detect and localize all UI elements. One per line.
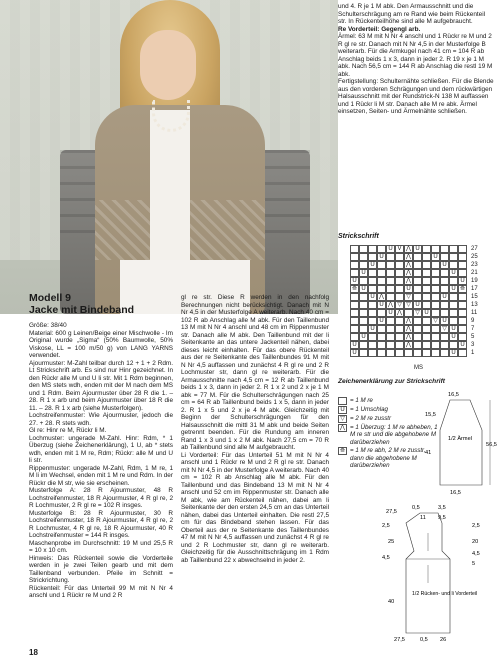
chart-cell: U (368, 261, 377, 269)
chart-cell: U (359, 269, 368, 277)
chart-cell (350, 333, 359, 341)
ms-label: MS (414, 365, 423, 371)
row-number: 1 (471, 350, 475, 356)
chart-cell (422, 349, 431, 357)
chart-cell (377, 349, 386, 357)
chart-cell (386, 341, 395, 349)
chart-cell (458, 325, 467, 333)
chart-cell (377, 269, 386, 277)
chart-cell (395, 341, 404, 349)
chart-cell (458, 245, 467, 253)
sleeve-top-label: 16,5 (448, 392, 459, 398)
svg-text:2,5: 2,5 (472, 523, 480, 529)
chart-cell (431, 325, 440, 333)
chart-cell (395, 285, 404, 293)
chart-cell (350, 317, 359, 325)
title-block (29, 292, 189, 316)
legend-item: U = 1 Umschlag (338, 406, 438, 414)
chart-cell: ⋀ (395, 309, 404, 317)
chart-cell (458, 261, 467, 269)
chart-cell (368, 269, 377, 277)
svg-text:5: 5 (472, 561, 476, 567)
chart-cell (440, 269, 449, 277)
chart-cell (413, 277, 422, 285)
chart-cell: ⋀ (377, 293, 386, 301)
chart-cell: U (458, 341, 467, 349)
chart-cell (359, 309, 368, 317)
chart-cell (458, 269, 467, 277)
chart-cell (431, 309, 440, 317)
chart-cell (359, 349, 368, 357)
strickschrift-title: Strickschrift (338, 233, 379, 240)
chart-cell (377, 341, 386, 349)
chart-cell (404, 309, 413, 317)
model-title: Jacke mit Bindeband (29, 304, 135, 316)
chart-cell: U (422, 309, 431, 317)
legend-item: = 1 M re (338, 397, 438, 405)
legend-item: ⋀ = 1 Überzug: 1 M re abheben, 1 M re str und die abgehobene M darüberziehen (338, 424, 438, 446)
svg-text:20: 20 (472, 539, 479, 545)
chart-cell (395, 261, 404, 269)
chart-cell (458, 253, 467, 261)
chart-cell: U (368, 293, 377, 301)
chart-cell: U (359, 333, 368, 341)
chart-cell: U (359, 285, 368, 293)
chart-cell (449, 277, 458, 285)
chart-cell (422, 341, 431, 349)
chart-cell (422, 245, 431, 253)
chart-cell (413, 253, 422, 261)
row-number: 27 (471, 246, 478, 252)
chart-cell (359, 341, 368, 349)
chart-cell: ⋀ (404, 253, 413, 261)
legend-title: Zeichenerklärung zur Strickschrift (338, 378, 445, 385)
chart-cell: ⋀ (404, 341, 413, 349)
chart-cell (431, 341, 440, 349)
chart-cell (422, 253, 431, 261)
chart-cell: U (440, 293, 449, 301)
chart-cell (350, 269, 359, 277)
chart-cell (440, 277, 449, 285)
chart-cell (431, 261, 440, 269)
chart-cell (440, 285, 449, 293)
chart-cell (413, 349, 422, 357)
chart-cell (440, 253, 449, 261)
chart-cell (377, 277, 386, 285)
chart-cell (422, 293, 431, 301)
chart-cell: ▽ (431, 317, 440, 325)
chart-cell (368, 349, 377, 357)
svg-text:40: 40 (388, 599, 395, 605)
chart-cell (386, 317, 395, 325)
row-number: 11 (471, 310, 478, 316)
svg-text:27,5: 27,5 (394, 637, 405, 643)
chart-cell (368, 309, 377, 317)
chart-cell (377, 261, 386, 269)
chart-cell: ⋀ (404, 245, 413, 253)
legend-item: ▽ = 2 M re zusstr (338, 415, 438, 423)
chart-cell (368, 245, 377, 253)
chart-cell: U (404, 285, 413, 293)
chart-cell (386, 277, 395, 285)
chart-cell (422, 269, 431, 277)
row-number: 21 (471, 270, 478, 276)
chart-cell (350, 253, 359, 261)
chart-cell: ⋀ (404, 325, 413, 333)
chart-cell (377, 309, 386, 317)
chart-cell (422, 261, 431, 269)
chart-cell: U (413, 301, 422, 309)
chart-cell (431, 333, 440, 341)
chart-cell (377, 245, 386, 253)
chart-cell (422, 325, 431, 333)
chart-cell (386, 333, 395, 341)
svg-text:4,5: 4,5 (382, 555, 390, 561)
chart-cell (431, 293, 440, 301)
chart-cell (413, 269, 422, 277)
sleeve-bottom-label: 16,5 (450, 490, 461, 496)
chart-cell: ▽ (440, 325, 449, 333)
chart-cell (386, 349, 395, 357)
chart-cell: U (431, 253, 440, 261)
chart-cell (431, 269, 440, 277)
chart-cell (422, 333, 431, 341)
body-schema (380, 503, 498, 645)
chart-cell (431, 349, 440, 357)
chart-cell (449, 301, 458, 309)
chart-cell (386, 269, 395, 277)
chart-cell (413, 341, 422, 349)
chart-cell: ⋀ (404, 277, 413, 285)
row-number: 25 (471, 254, 478, 260)
chart-cell: U (449, 285, 458, 293)
model-number: Modell 9 (29, 292, 72, 304)
chart-cell (422, 277, 431, 285)
svg-text:26: 26 (440, 637, 447, 643)
chart-cell (350, 293, 359, 301)
instructions-col-2: gl re str. Diese R werden in den nachfolg Berechnungen nicht berücksichtigt. Danach mit N Nr 4,5 in der Musterfolge A weiterarb. Nach 40 cm = 102 R ab Anschlag alle M abk. Für den Taillenbund 13 M mit N Nr 4 anschl und 48 cm im Rippenmuster str. Danach alle M abk. Den Taillenbund mit der li Seitenkante an das untere Jackenteil nähen, dabei dieses leicht einhalten. Für das obere Rückenteil aus der re Seitenkante des Taillenbundes 91 M mit N Nr 4,5 auffassen und zunächst 4 R gl re und 2 R Lochmuster str, dann gl re weiterarb. Für die Armausschnitte nach 4,5 cm = 12 R ab Taillenbund beids 1 x 3, dann in jeder 2. R 1 x 2 und 2 x je 1 M abk = 77 M. Für die Schulterschrägungen nach 25 cm = 64 R ab Taillenbund beids 1 x 5, dann in jeder 2. R 1 x 5 und 2 x je 4 M abk. Gleichzeitig mit Beginn der Schulterschrägungen für den Halsausschnitt die mittl 31 M abk und beide Seiten getrennt beenden. Für die Rundung am inneren Rand 1 x 3 und 1 x 2 M abk. Nach 27,5 cm = 70 R ab Taillenbund sind alle M aufgebraucht. Li Vorderteil: Für das Unterteil 51 M mit N Nr 4 anschl und 1 Rückr re M und 2 R gl re str. Danach mit N Nr 4,5 in der Musterfolge A weiterarb. Nach 40 cm = 102 R ab Anschlag alle M abk. Für den Taillenbund und das Bindeband 13 M mit N Nr 4 anschl und 52 cm im Rippenmuster str. Danach alle M abk, wie am Rückenteil nähen, dabei am li Seitenkante der den ersten 24,5 cm an das Unterteil nähen, dabei das Unterteil einhalten. Die restl 27,5 cm für das Bindeband stehen lassen. Für das Oberteil aus der re Seitenkante des Taillenbundes 47 M mit N Nr 4,5 auffassen und zunächst 4 R gl re und 2 R Lochmuster str, dann gl re weiterarb. Gleichzeitig für die Ausschnittschrägung im 1 Rdm ab Taillenbund 22 x abwechselnd in jeder 2. (181, 294, 329, 564)
svg-text:2,5: 2,5 (382, 523, 390, 529)
row-number: 3 (471, 342, 475, 348)
model-photo (0, 0, 338, 314)
chart-cell: ⋀ (386, 301, 395, 309)
chart-cell: U (377, 253, 386, 261)
chart-cell: U (368, 325, 377, 333)
chart-cell (368, 301, 377, 309)
chart-cell: U (386, 309, 395, 317)
chart-cell: U (458, 277, 467, 285)
chart-cell (359, 317, 368, 325)
chart-cell (449, 341, 458, 349)
row-number: 15 (471, 294, 478, 300)
chart-cell (386, 261, 395, 269)
chart-cell (413, 285, 422, 293)
chart-cell (359, 245, 368, 253)
chart-cell (458, 309, 467, 317)
row-number: 9 (471, 318, 475, 324)
chart-cell (377, 325, 386, 333)
chart-cell (395, 325, 404, 333)
chart-cell: ▽ (404, 301, 413, 309)
chart-cell: U (449, 349, 458, 357)
row-number: 7 (471, 326, 475, 332)
sleeve-schema (420, 390, 498, 500)
chart-cell: U (449, 333, 458, 341)
row-number: 19 (471, 278, 478, 284)
svg-text:25: 25 (388, 539, 395, 545)
chart-cell: ⟰ (459, 286, 466, 292)
right-top-text: und 4. R je 1 M abk. Den Armausschnitt und die Schulterschrägung am re Rand wie beim Rückenteil str. In Rückenteilhöhe sind alle M aufgebraucht. Re Vorderteil: Gegengl arb. Ärmel: 63 M mit N Nr 4 anschl und 1 Rückr re M und 2 R gl re str. Danach mit N Nr 4,5 in der Musterfolge B weiterarb. Für die Armkugel nach 41 cm = 104 R ab Anschlag beids 1 x 3, dann in jeder 2. R 19 x je 1 M abk. Nach 56,5 cm = 144 R ab Anschlag die restl 19 M abk. Fertigstellung: Schulternähte schließen. Für die Blende aus den vorderen Schrägungen und dem rückwärtigen Halsausschnitt mit der Rundstrick-N 138 M auffassen und 1 Rückr li M str. Danach alle M re abk. Ärmel einsetzen, Seiten- und Ärmelnähte schließen. (338, 3, 494, 115)
chart-cell (368, 277, 377, 285)
chart-cell (368, 317, 377, 325)
svg-text:4,5: 4,5 (472, 551, 480, 557)
svg-text:0,5: 0,5 (412, 505, 420, 511)
row-number: 5 (471, 334, 475, 340)
chart-cell: U (440, 317, 449, 325)
chart-cell (449, 309, 458, 317)
chart-cell (440, 333, 449, 341)
chart-cell (395, 293, 404, 301)
chart-cell (386, 253, 395, 261)
chart-cell (458, 349, 467, 357)
row-number: 17 (471, 286, 478, 292)
chart-cell (431, 301, 440, 309)
chart-cell (350, 325, 359, 333)
chart-cell (368, 285, 377, 293)
chart-cell (359, 253, 368, 261)
page-number: 18 (29, 648, 38, 657)
chart-cell (413, 333, 422, 341)
chart-cell (449, 293, 458, 301)
svg-text:9,5: 9,5 (438, 515, 446, 521)
chart-cell (413, 293, 422, 301)
chart-cell (395, 277, 404, 285)
svg-text:11: 11 (420, 515, 426, 521)
chart-cell: U (449, 269, 458, 277)
chart-cell (368, 333, 377, 341)
chart-cell (386, 293, 395, 301)
chart-cell (422, 317, 431, 325)
chart-cell (422, 301, 431, 309)
chart-cell (395, 269, 404, 277)
chart-cell (440, 301, 449, 309)
chart-cell: U (440, 261, 449, 269)
chart-cell (449, 253, 458, 261)
chart-cell (413, 325, 422, 333)
chart-cell (404, 349, 413, 357)
chart-cell (413, 261, 422, 269)
body-center-label: 1/2 Rücken- und li Vorderteil (412, 591, 478, 597)
chart-cell (368, 341, 377, 349)
chart-cell (458, 317, 467, 325)
chart-cell (458, 333, 467, 341)
instructions-col-1: Größe: 38/40 Material: 600 g Leinen/Beige einer Mischwolle - Im Original wurde „Sigma“ (50% Baumwolle, 50% Viskose, LL = 100 m/50 g) von LANG YARNS verwendet. Ajourmuster: M-Zahl teilbar durch 12 + 1 + 2 Rdm. Lt Strickschrift arb. Es sind nur Hinr gezeichnet. In den Rückr alle M und U li str. Mit 1 Rdm beginnen, den MS stets wdh, enden mit der M nach dem MS und 1 Rdm. Beim Ajourmuster über 28 R die 1. – 28. R 1 x arb und beim Ajourmuster über 18 R die 11. – 28. R 1 x arb (siehe Musterfolgen). Lochstreifenmuster: Wie Ajourmuster, jedoch die 27. + 28. R stets wdh. Gl re: Hinr re M, Rückr li M. Lochmuster: ungerade M-Zahl. Hinr: Rdm, * 1 Überzug (siehe Zeichenerklärung), 1 U, ab * stets wdh, enden mit 1 M re, Rdm; Rückr: alle M und U li str. Rippenmuster: ungerade M-Zahl, Rdm, 1 M re, 1 M li im Wechsel, enden mit 1 M re und Rdm. In der Rückr die M str, wie sie erscheinen. Musterfolge A: 28 R Ajourmuster, 48 R Lochstreifenmuster, 18 R Ajourmuster, 4 R gl re, 2 R Lochmuster, 2 R gl re = 102 R insges. Musterfolge B: 28 R Ajourmuster, 30 R Lochstreifenmuster, 18 R Ajourmuster, 4 R gl re, 2 R Lochmuster, 4 R gl re, 18 R Ajourmuster, 40 R Lochstreifenmuster = 144 R insges. Maschenprobe im Durchschnitt: 19 M und 25,5 R = 10 x 10 cm. Hinweis: Das Rückenteil sowie die Vorderteile werden in je zwei Teilen gearb und mit dem Taillenband verbunden. Pfeile im Schnitt = Strickrichtung. Rückenteil: Für das Unterteil 99 M mit N Nr 4 anschl und 1 Rückr re M und 2 R (29, 322, 173, 599)
sleeve-label: 1/2 Ärmel (448, 436, 472, 442)
chart-cell: U (377, 317, 386, 325)
chart-cell: ⟰ (351, 286, 358, 292)
chart-cell (395, 333, 404, 341)
svg-text:3,5: 3,5 (438, 505, 446, 511)
chart-cell: U (350, 277, 359, 285)
body-top-label: 27,5 (386, 509, 397, 515)
chart-cell (440, 349, 449, 357)
chart-cell: ⋀ (404, 269, 413, 277)
chart-cell (377, 285, 386, 293)
chart-cell (395, 317, 404, 325)
chart-cell: ▽ (404, 293, 413, 301)
chart-cell: U (413, 245, 422, 253)
chart-cell (386, 285, 395, 293)
chart-cell (359, 325, 368, 333)
chart-cell (449, 245, 458, 253)
legend-item: ⟰ = 1 M re abh, 2 M re zusstr, dann die abgehobene M darüberziehen (339, 447, 426, 470)
chart-cell (359, 301, 368, 309)
chart-cell: ▽ (413, 309, 422, 317)
chart-cell (359, 293, 368, 301)
chart-cell (413, 317, 422, 325)
row-number: 13 (471, 302, 478, 308)
chart-cell (368, 253, 377, 261)
chart-cell (395, 253, 404, 261)
chart-cell (431, 277, 440, 285)
chart-cell (377, 333, 386, 341)
chart-cell (350, 309, 359, 317)
chart-cell: U (350, 349, 359, 357)
chart-cell (350, 301, 359, 309)
chart-cell (440, 341, 449, 349)
chart-cell (350, 261, 359, 269)
chart-cell: ⋀ (404, 333, 413, 341)
chart-cell: ⋀ (404, 317, 413, 325)
chart-cell (422, 285, 431, 293)
chart-cell: ⋀ (404, 261, 413, 269)
chart-cell: V (395, 245, 404, 253)
svg-text:0,5: 0,5 (420, 637, 428, 643)
chart-cell (449, 317, 458, 325)
chart-cell: ▽ (395, 301, 404, 309)
row-number: 23 (471, 262, 478, 268)
chart-cell (431, 285, 440, 293)
sleeve-right-label: 56,5 (486, 442, 497, 448)
chart-cell: U (449, 325, 458, 333)
chart-cell (395, 349, 404, 357)
photo-face (140, 30, 196, 100)
chart-cell (359, 261, 368, 269)
chart-cell (359, 277, 368, 285)
sleeve-mid-label: 15,5 (425, 412, 436, 418)
chart-cell (458, 293, 467, 301)
chart-cell (386, 325, 395, 333)
chart-cell: U (386, 245, 395, 253)
chart-cell (458, 301, 467, 309)
chart-cell (431, 245, 440, 253)
sleeve-side-label: 41 (425, 450, 432, 456)
chart-cell: U (377, 301, 386, 309)
chart-cell (350, 245, 359, 253)
chart-cell (449, 261, 458, 269)
chart-cell: U (350, 341, 359, 349)
chart-cell (440, 309, 449, 317)
chart-cell (440, 245, 449, 253)
